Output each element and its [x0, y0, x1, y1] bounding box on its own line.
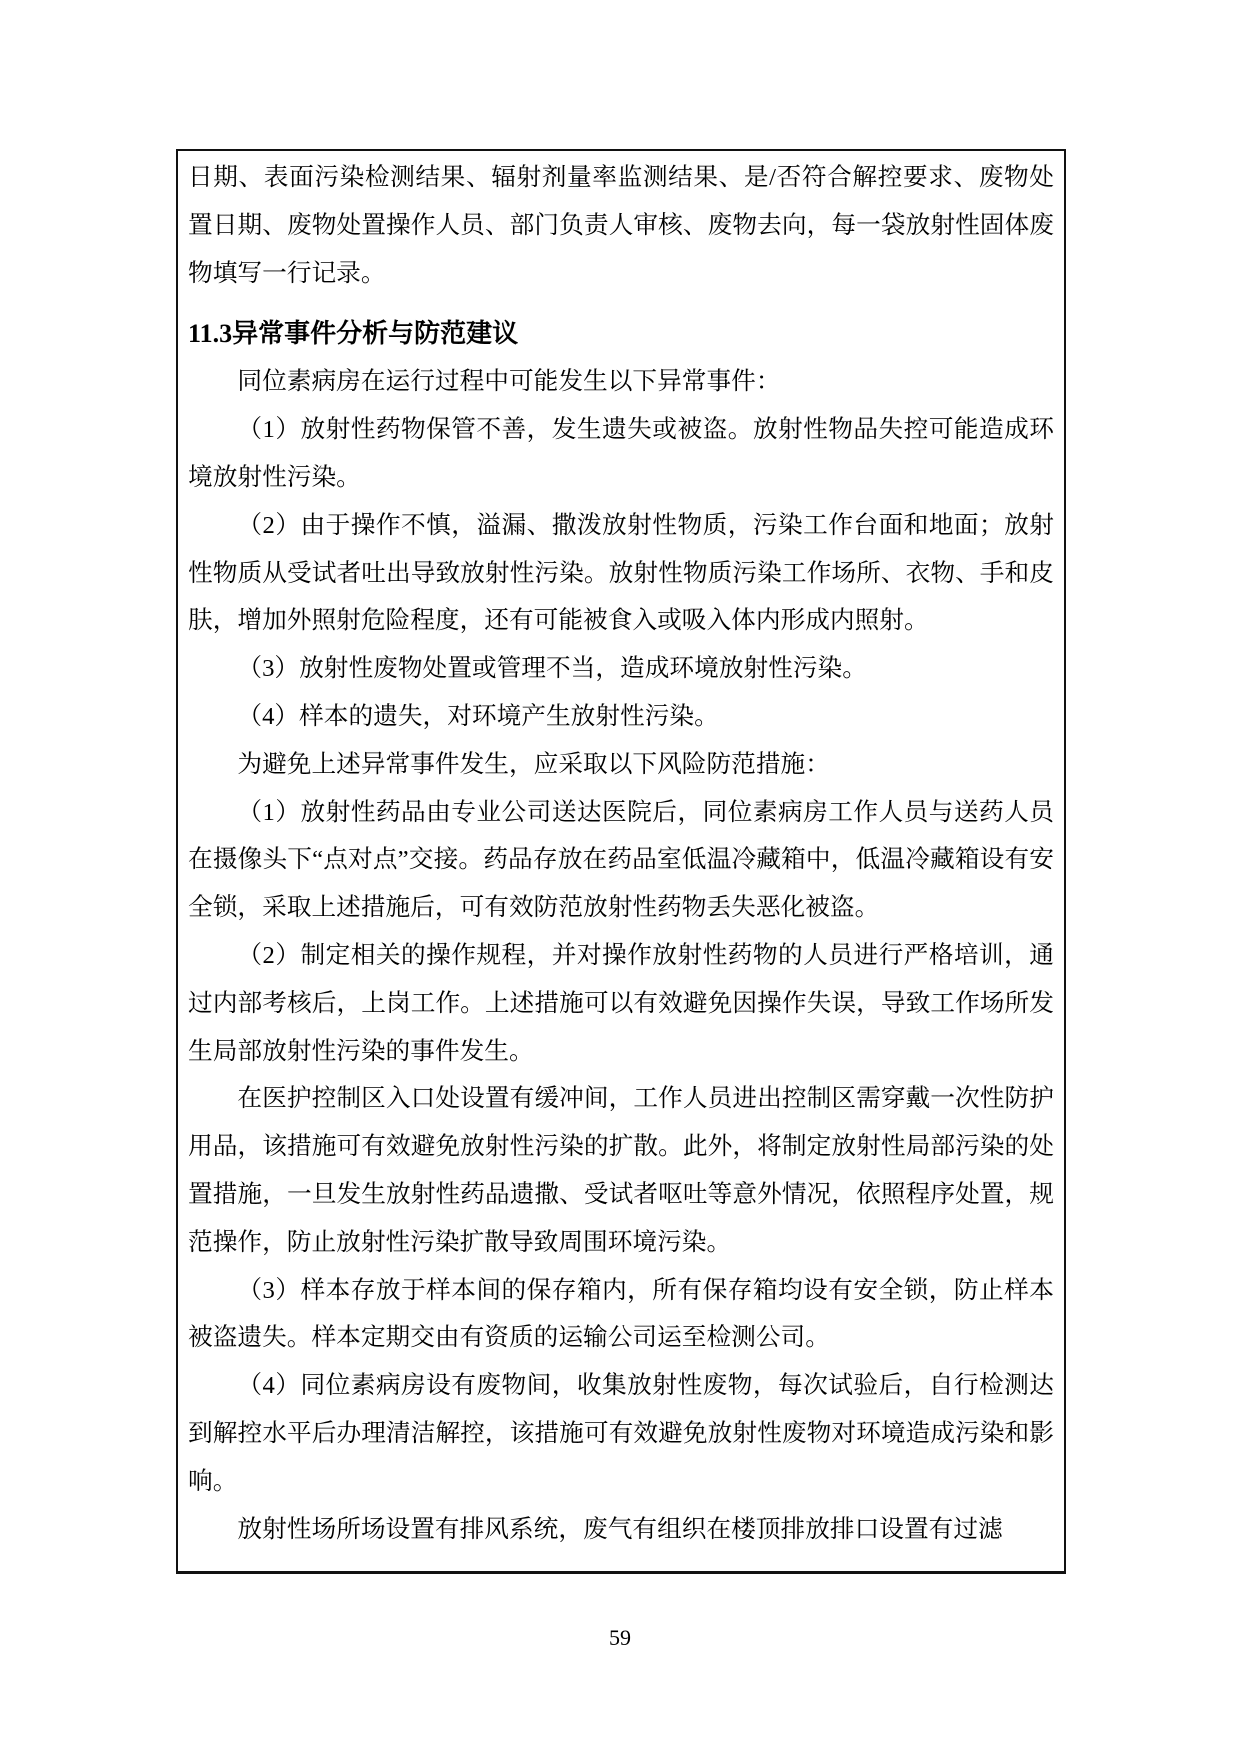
page-number: 59	[609, 1625, 631, 1650]
paragraph: （3）样本存放于样本间的保存箱内，所有保存箱均设有安全锁，防止样本被盗遗失。样本定期交由有资质的运输公司运至检测公司。	[188, 1276, 1054, 1352]
paragraph: （2）制定相关的操作规程，并对操作放射性药物的人员进行严格培训，通过内部考核后，上岗工作。上述措施可以有效避免因操作失误，导致工作场所发生局部放射性污染的事件发生。	[188, 941, 1054, 1065]
paragraph: 同位素病房在运行过程中可能发生以下异常事件：	[237, 368, 781, 396]
paragraph: 在医护控制区入口处设置有缓冲间，工作人员进出控制区需穿戴一次性防护用品，该措施可有效避免放射性污染的扩散。此外，将制定放射性局部污染的处置措施，一旦发生放射性药品遗撒、受试者呕吐等意外情况，依照程序处置，规范操作，防止放射性污染扩散导致周围环境污染。	[188, 1085, 1054, 1256]
paragraph: （1）放射性药物保管不善，发生遗失或被盗。放射性物品失控可能造成环境放射性污染。	[188, 416, 1054, 491]
paragraph: （4）样本的遗失，对环境产生放射性污染。	[237, 702, 719, 730]
content-border-box	[176, 149, 1066, 1574]
paragraph: （1）放射性药品由专业公司送达医院后，同位素病房工作人员与送药人员在摄像头下“点对点”交接。药品存放在药品室低温冷藏箱中，低温冷藏箱设有安全锁，采取上述措施后，可有效防范放射性药物丢失恶化被盗。	[188, 798, 1054, 922]
paragraph: （2）由于操作不慎，溢漏、撒泼放射性物质，污染工作台面和地面；放射性物质从受试者吐出导致放射性污染。放射性物质污染工作场所、衣物、手和皮肤，增加外照射危险程度，还有可能被食入或吸入体内形成内照射。	[188, 511, 1054, 635]
section-heading: 11.3异常事件分析与防范建议	[188, 319, 519, 349]
paragraph-continuation: 日期、表面污染检测结果、辐射剂量率监测结果、是/否符合解控要求、废物处置日期、废物处置操作人员、部门负责人审核、废物去向，每一袋放射性固体废物填写一行记录。	[188, 164, 1054, 287]
paragraph: （4）同位素病房设有废物间，收集放射性废物，每次试验后，自行检测达到解控水平后办理清洁解控，该措施可有效避免放射性废物对环境造成污染和影响。	[188, 1372, 1054, 1495]
paragraph: 为避免上述异常事件发生，应采取以下风险防范措施：	[237, 750, 830, 778]
paragraph: （3）放射性废物处置或管理不当，造成环境放射性污染。	[237, 655, 867, 683]
paragraph: 放射性场所场设置有排风系统，废气有组织在楼顶排放排口设置有过滤	[237, 1515, 1003, 1543]
